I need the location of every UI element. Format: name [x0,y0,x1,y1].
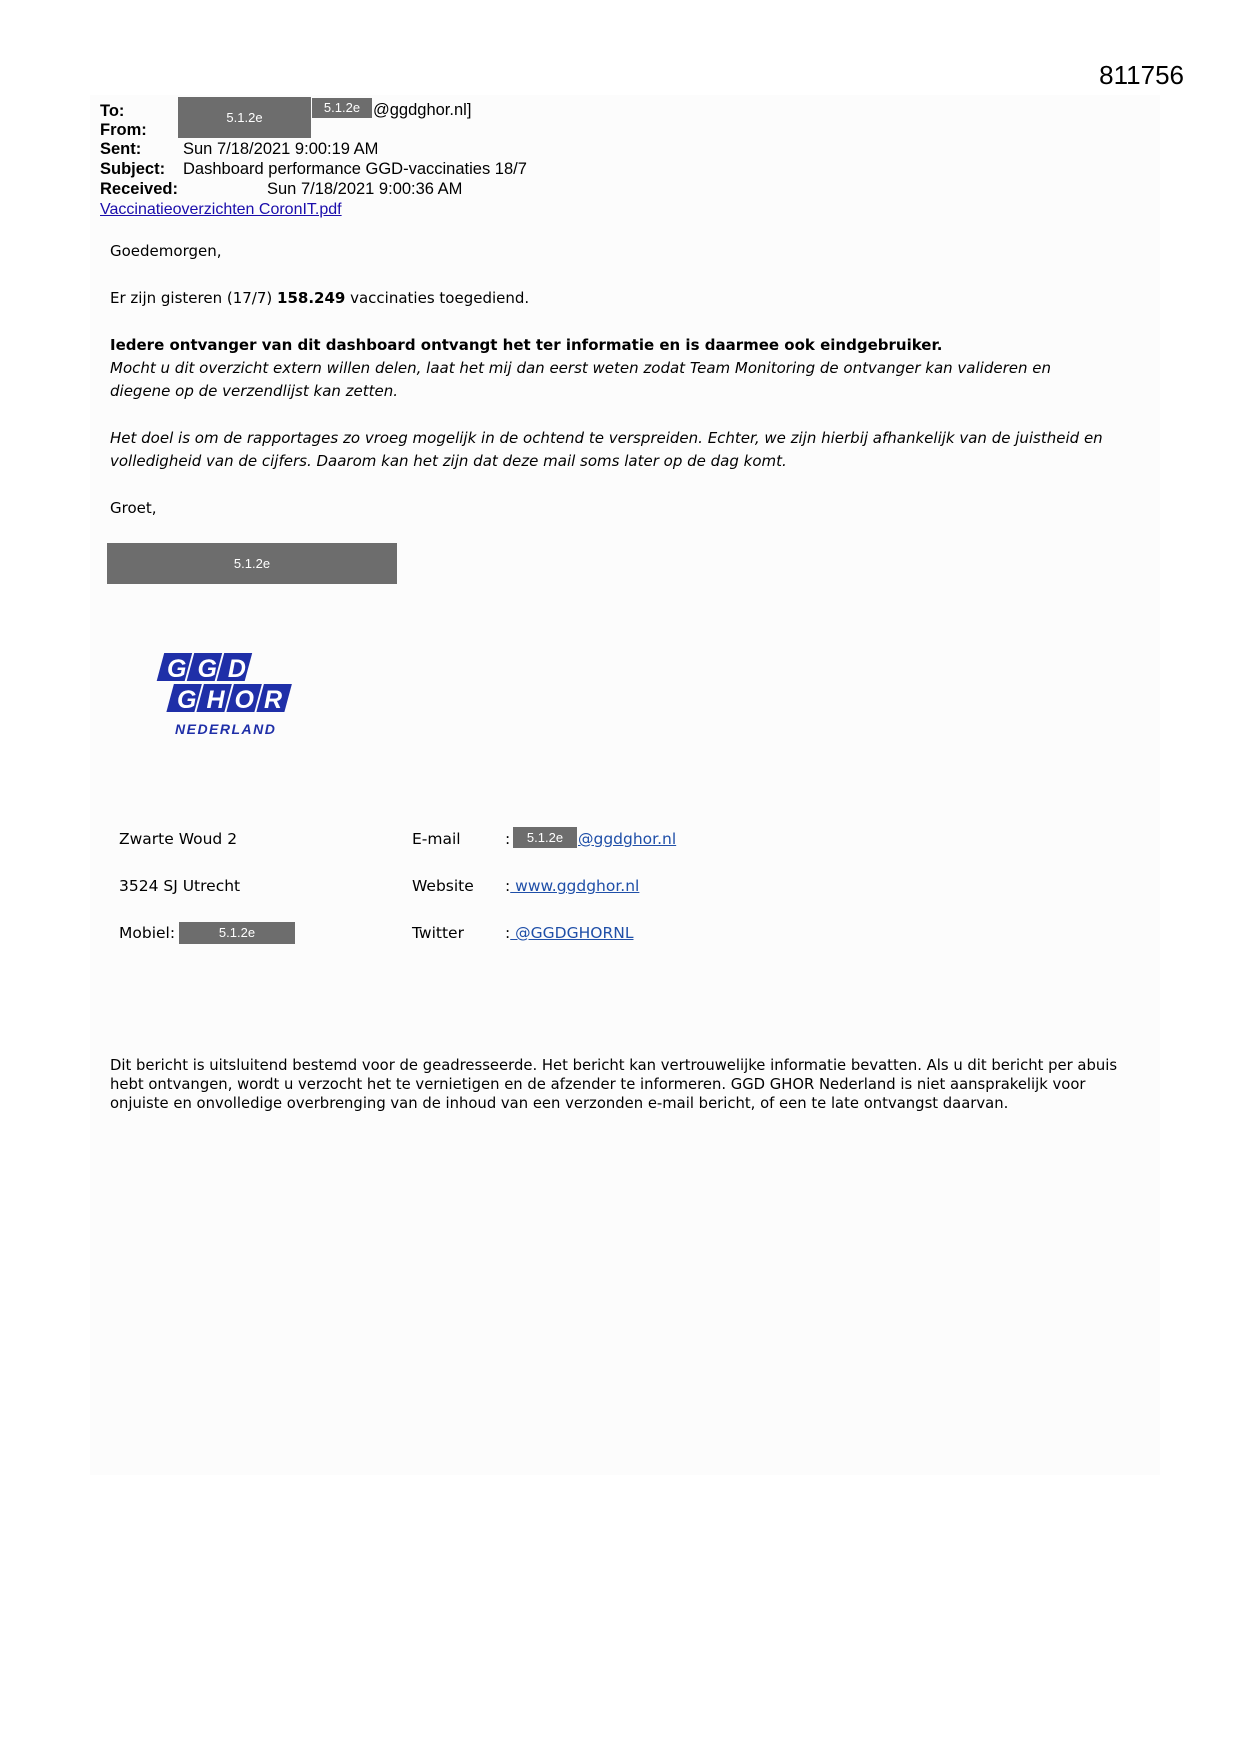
vaccination-count: 158.249 [277,289,346,307]
received-label: Received: [100,180,178,198]
timing-notice-2: volledigheid van de cijfers. Daarom kan het zijn dat deze mail soms later op de dag komt. [110,452,787,470]
disclaimer: Dit bericht is uitsluitend bestemd voor de geadresseerde. Het bericht kan vertrouwelijke informatie bevatten. Als u dit bericht per abuis hebt ontvangen, wordt u verzocht het te vernietigen en de afzender te informeren. GGD GHOR Nederland is niet aansprakelijk voor onjuiste en onvolledige overbrenging van de inhoud van een verzonden e-mail bericht, of een te late ontvangst daarvan. [110,1057,1118,1112]
redaction-mobile: 5.1.2e [179,922,295,944]
twitter-label: Twitter [412,924,464,942]
email-label: E-mail [412,830,461,848]
subject-value: Dashboard performance GGD-vaccinaties 18/7 [183,160,527,178]
address-city: 3524 SJ Utrecht [119,877,241,895]
redaction-email: 5.1.2e [513,827,577,848]
website-label: Website [412,877,474,895]
email-link[interactable]: @ggdghor.nl [578,830,677,848]
redaction-to-from: 5.1.2e [178,97,311,138]
ggd-ghor-logo [135,650,305,745]
timing-notice-1: Het doel is om de rapportages zo vroeg mogelijk in de ochtend te verspreiden. Echter, we zijn hierbij afhankelijk van de juistheid en [110,429,1103,447]
twitter-link[interactable]: @GGDGHORNL [510,924,634,942]
to-label: To: [100,102,125,120]
twitter-row: : @GGDGHORNL [505,924,634,942]
received-value: Sun 7/18/2021 9:00:36 AM [267,180,463,198]
sharing-notice-2: diegene op de verzendlijst kan zetten. [110,382,399,400]
from-label: From: [100,121,147,139]
website-link[interactable]: www.ggdghor.nl [510,877,640,895]
recipient-notice: Iedere ontvanger van dit dashboard ontvangt het ter informatie en is daarmee ook eindgebruiker. [110,336,943,354]
to-email: @ggdghor.nl] [373,101,472,119]
greeting: Goedemorgen, [110,242,222,260]
sent-label: Sent: [100,140,142,158]
sharing-notice-1: Mocht u dit overzicht extern willen delen, laat het mij dan eerst weten zodat Team Monitoring de ontvanger kan valideren en [110,359,1051,377]
document-id: 811756 [1099,60,1184,90]
attachment-link[interactable]: Vaccinatieoverzichten CoronIT.pdf [100,201,342,218]
redaction-to-email: 5.1.2e [312,98,372,118]
subject-label: Subject: [100,160,166,178]
email-colon: : [505,830,511,848]
vaccination-count-line: Er zijn gisteren (17/7) 158.249 vaccinaties toegediend. [110,289,530,307]
sent-value: Sun 7/18/2021 9:00:19 AM [183,140,379,158]
logo-line2: GHOR [177,686,292,714]
logo-line1: GGD [167,655,257,683]
address-street: Zwarte Woud 2 [119,830,238,848]
mobile-label: Mobiel: [119,924,176,942]
redaction-sender-name: 5.1.2e [107,543,397,584]
logo-line3: NEDERLAND [175,721,277,737]
website-row: : www.ggdghor.nl [505,877,640,895]
closing: Groet, [110,499,157,517]
